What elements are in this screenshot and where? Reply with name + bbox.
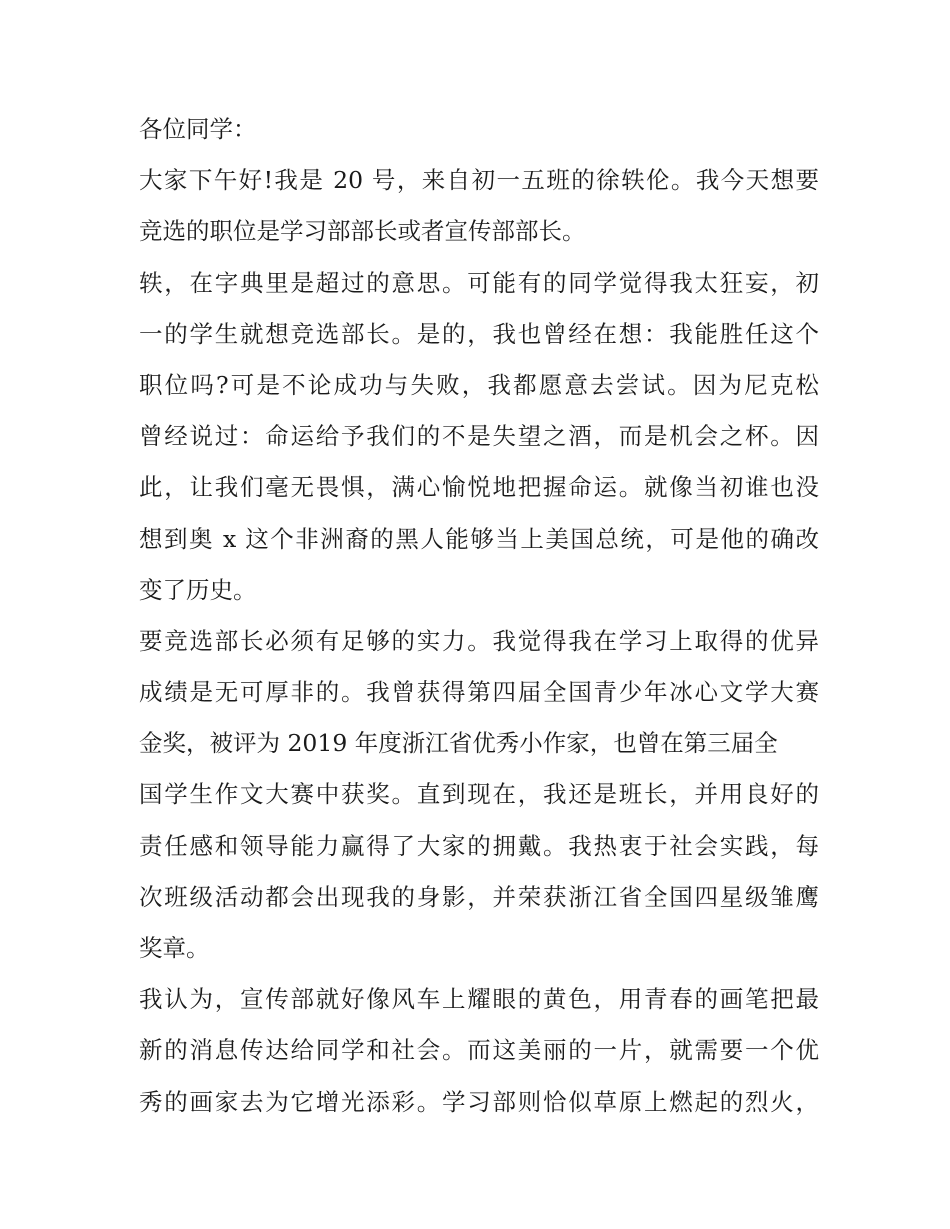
text-line: 金奖，被评为 2019 年度浙江省优秀小作家，也曾在第三届全 bbox=[139, 729, 778, 758]
text-line: 国学生作文大赛中获奖。直到现在，我还是班长，并用良好的 bbox=[139, 780, 819, 809]
text-line: 竞选的职位是学习部部长或者宣传部部长。 bbox=[139, 217, 586, 246]
text-line: 我认为，宣传部就好像风车上耀眼的黄色，用青春的画笔把最 bbox=[139, 985, 819, 1014]
text-line: 变了历史。 bbox=[139, 575, 257, 604]
text-line: 奖章。 bbox=[139, 934, 210, 962]
text-line: 一的学生就想竞选部长。是的，我也曾经在想：我能胜任这个 bbox=[139, 319, 819, 348]
text-line: 秀的画家去为它增光添彩。学习部则恰似草原上燃起的烈火， bbox=[139, 1087, 819, 1116]
text-line: 想到奥 x 这个非洲裔的黑人能够当上美国总统，可是他的确改 bbox=[139, 524, 819, 553]
text-line: 责任感和领导能力赢得了大家的拥戴。我热衷于社会实践，每 bbox=[139, 831, 819, 860]
text-line: 大家下午好!我是 20 号，来自初一五班的徐轶伦。我今天想要 bbox=[139, 166, 819, 195]
text-line: 要竞选部长必须有足够的实力。我觉得我在学习上取得的优异 bbox=[139, 626, 819, 655]
greeting-line: 各位同学： bbox=[139, 115, 257, 143]
text-line: 轶，在字典里是超过的意思。可能有的同学觉得我太狂妄，初 bbox=[139, 268, 819, 297]
text-line: 曾经说过：命运给予我们的不是失望之酒，而是机会之杯。因 bbox=[139, 422, 819, 451]
text-line: 成绩是无可厚非的。我曾获得第四届全国青少年冰心文学大赛 bbox=[139, 678, 819, 707]
speech-text bbox=[139, 104, 819, 1128]
text-line: 此，让我们毫无畏惧，满心愉悦地把握命运。就像当初谁也没 bbox=[139, 473, 819, 502]
text-line: 职位吗?可是不论成功与失败，我都愿意去尝试。因为尼克松 bbox=[139, 370, 819, 399]
text-line: 次班级活动都会出现我的身影，并荣获浙江省全国四星级雏鹰 bbox=[139, 882, 819, 911]
text-line: 新的消息传达给同学和社会。而这美丽的一片，就需要一个优 bbox=[139, 1036, 819, 1065]
